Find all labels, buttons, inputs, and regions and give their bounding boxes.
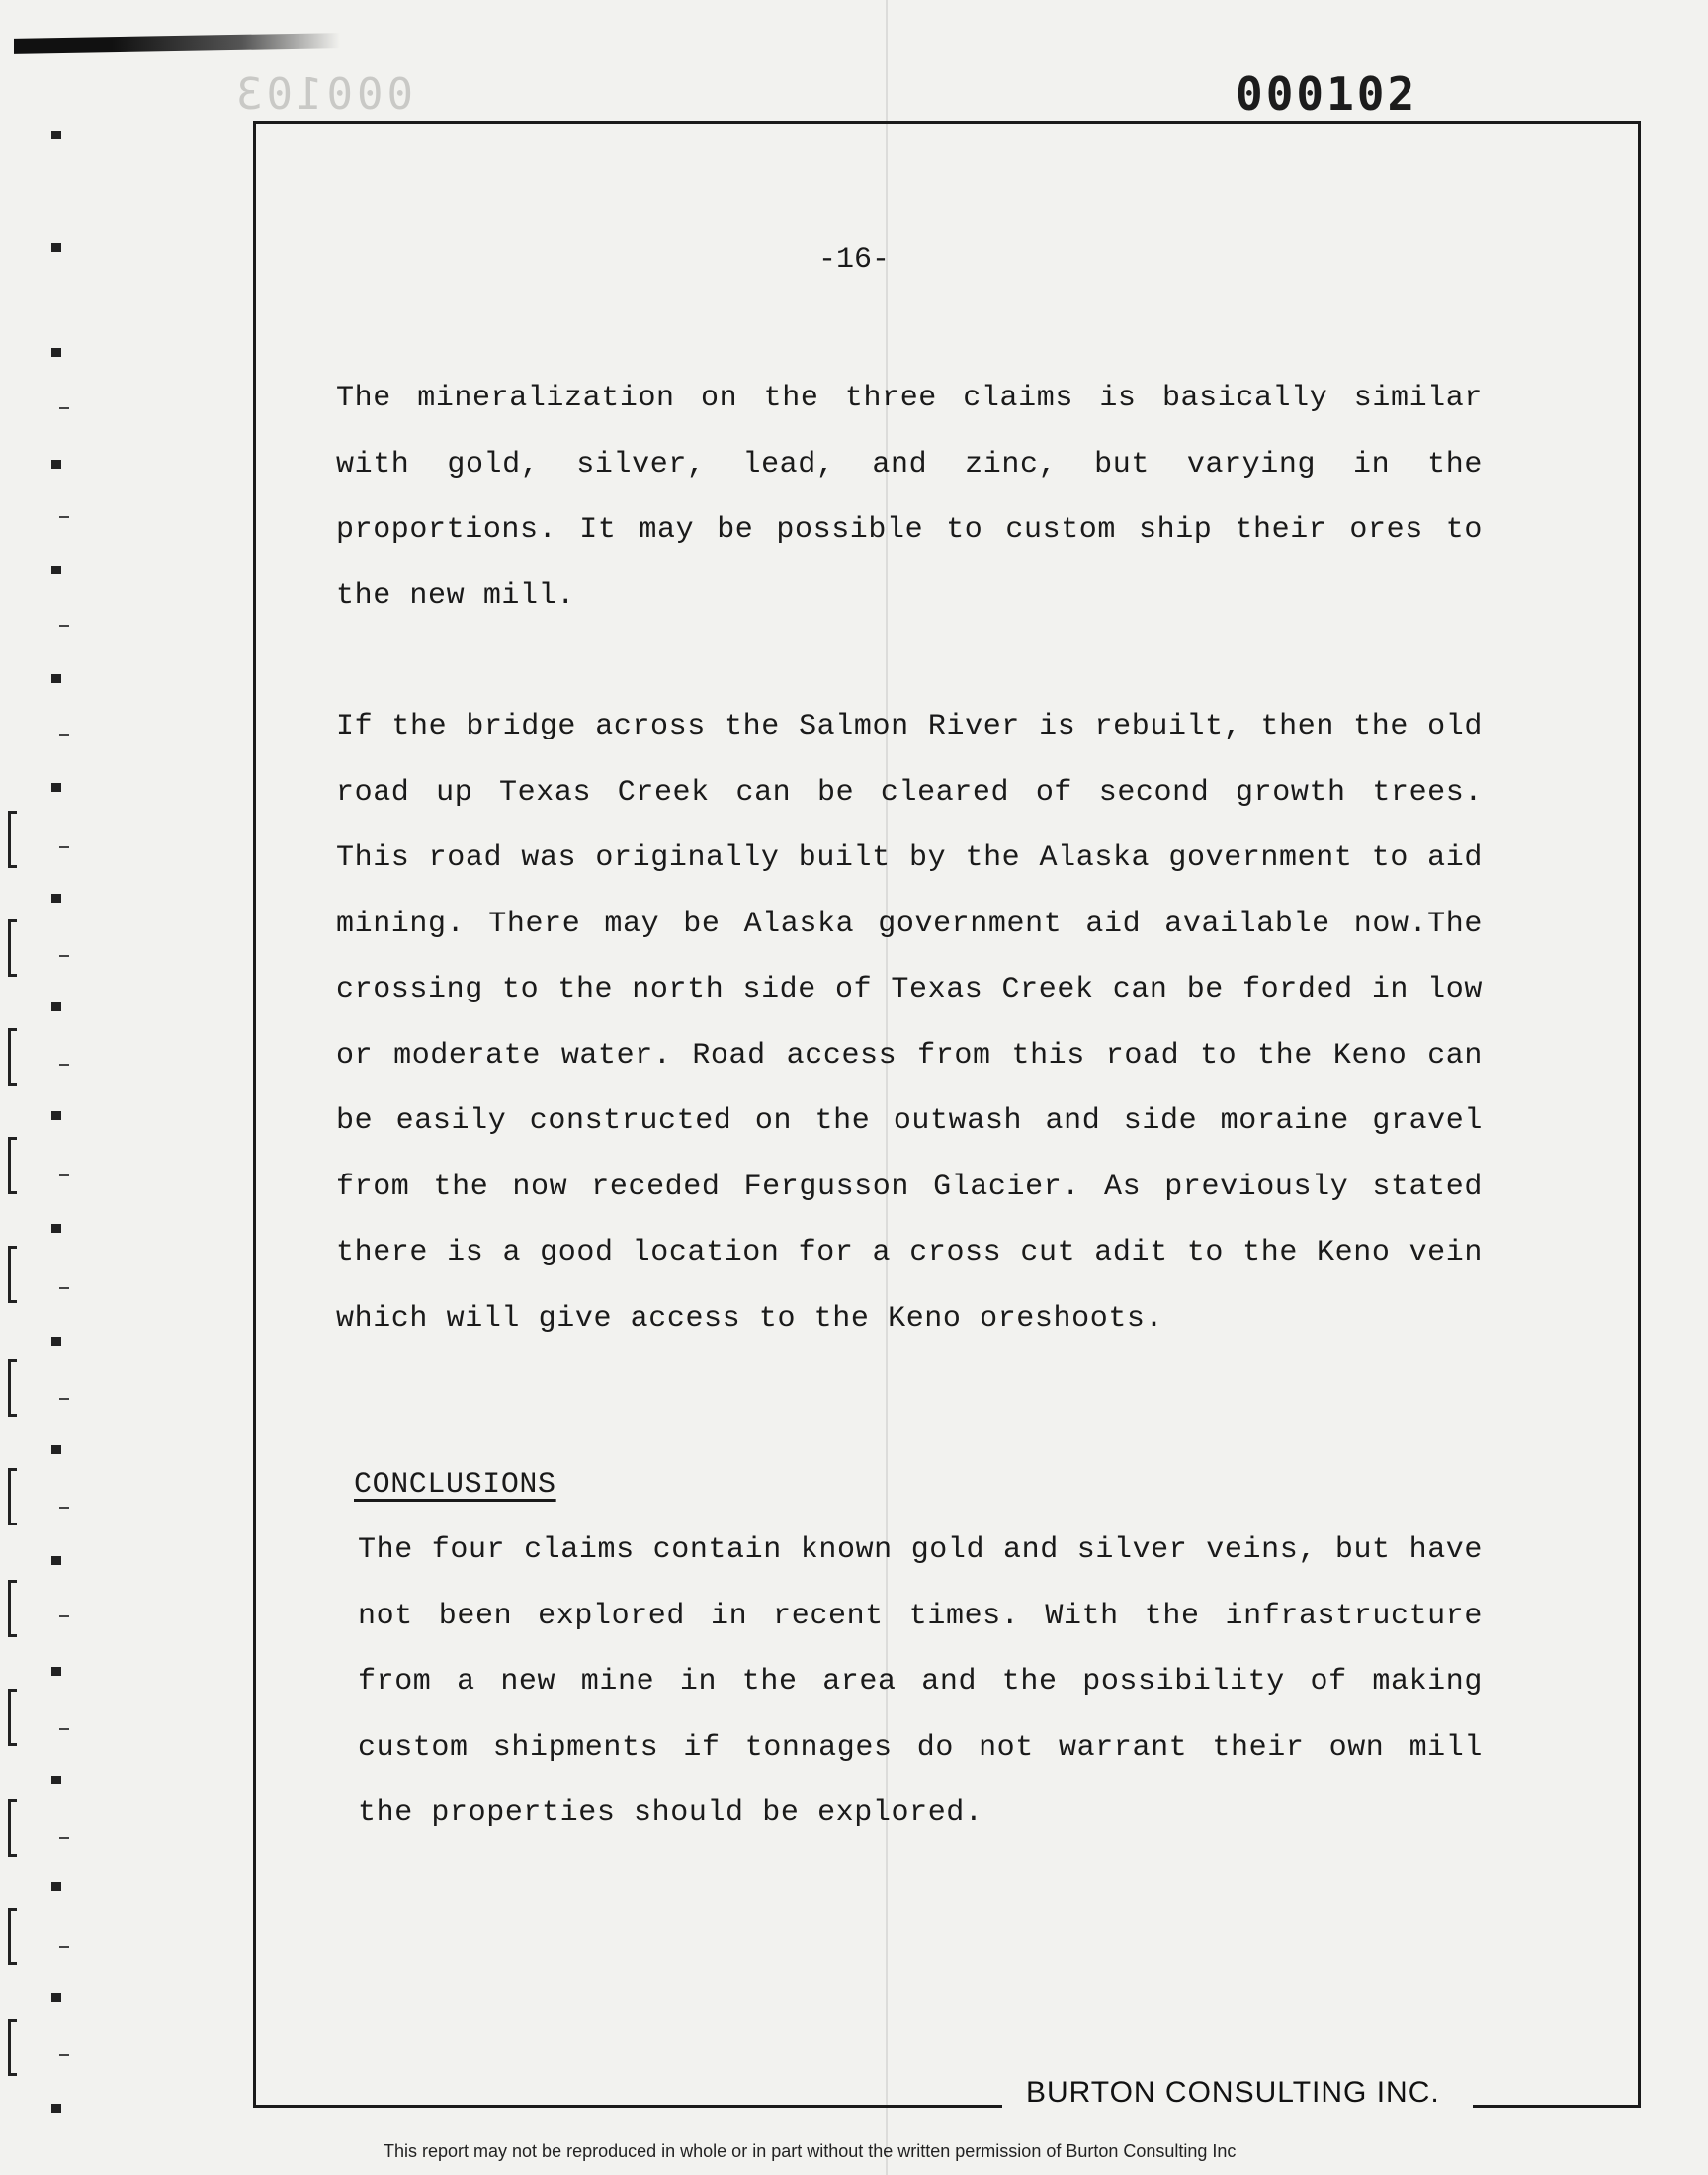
scan-edge-mark bbox=[14, 33, 340, 54]
report-body bbox=[336, 366, 1483, 1847]
bleed-through-page-id: 000103 bbox=[232, 69, 413, 120]
document-page-id-stamp: 000102 bbox=[1236, 67, 1418, 121]
conclusions-paragraph: The four claims contain known gold and silver veins, but have not been explored in recent times. With the infrastructure from a new mine in the area and the possibility of making custom shipments if tonnages do not warrant their own mill the properties should be explored. bbox=[358, 1533, 1483, 1830]
body-paragraph-road-access: If the bridge across the Salmon River is rebuilt, then the old road up Texas Creek can be cleared of second growth trees. This road was originally built by the Alaska government to aid mining. There may be Alaska government aid available now.The crossing to the north side of Texas Creek can be forded in low or moderate water. Road access from this road to the Keno can be easily constructed on the outwash and side moraine gravel from the now receded Fergusson Glacier. As previously stated there is a good location for a cross cut adit to the Keno vein which will give access to the Keno oreshoots. bbox=[336, 710, 1483, 1336]
frame-bottom-rule-right bbox=[1473, 2105, 1641, 2108]
binder-edge-marks bbox=[0, 119, 79, 2155]
company-name: BURTON CONSULTING INC. bbox=[1026, 2076, 1440, 2109]
frame-bottom-rule-left bbox=[253, 2105, 1002, 2108]
conclusions-heading: CONCLUSIONS bbox=[354, 1468, 556, 1502]
page-number: -16- bbox=[817, 243, 890, 277]
body-paragraph-mineralization: The mineralization on the three claims is basically similar with gold, silver, lead, and zinc, but varying in the proportions. It may be possible to custom ship their ores to the new mill. bbox=[336, 382, 1483, 613]
reproduction-notice: This report may not be reproduced in whole or in part without the written permission of Burton Consulting Inc bbox=[384, 2141, 1237, 2161]
